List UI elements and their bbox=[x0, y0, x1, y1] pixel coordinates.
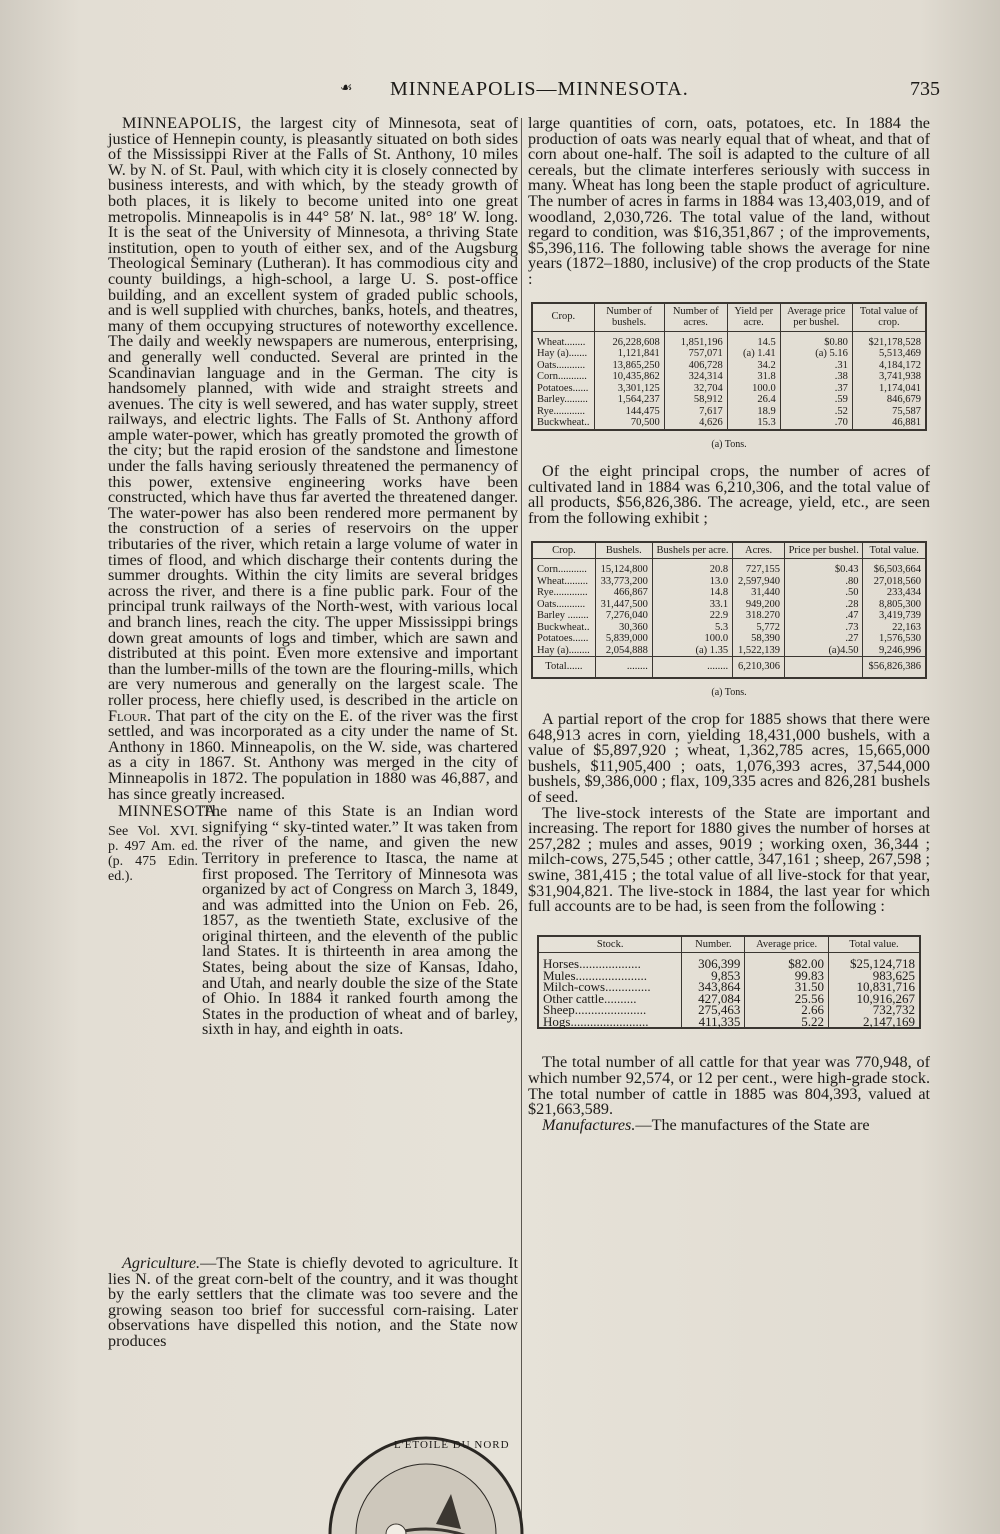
table2-note: (a) Tons. bbox=[711, 686, 747, 698]
crop-row bbox=[532, 360, 926, 372]
table-cell: Corn........... bbox=[532, 559, 595, 576]
crop-1885-paragraph: A partial report of the crop for 1885 shows that there were 648,913 acres in corn, yielding 18,431,000 bushels, with a value of $5,897,920 ; wheat, 1,362,785 acres, 15,665,000 bushels, $11,905,400 ; oats, 1,076,393 acres, 37,544,000 bushels, $9,386,000 ; flax, 109,335 acres and 826,281 bushels of seed. bbox=[528, 710, 930, 807]
table-cell: 34.2 bbox=[727, 360, 780, 372]
table-cell: (a)4.50 bbox=[784, 645, 863, 657]
minnesota-headword: MINNESOTA. bbox=[118, 802, 222, 821]
column-header: Bushels per acre. bbox=[652, 542, 732, 559]
table-cell: 9,246,996 bbox=[863, 645, 926, 657]
column-header: Bushels. bbox=[595, 542, 652, 559]
table-cell: .73 bbox=[784, 622, 863, 634]
total-cell bbox=[784, 657, 863, 678]
total-cell: $56,826,386 bbox=[863, 657, 926, 678]
table-cell: 411,335 bbox=[682, 1016, 745, 1029]
printer-mark-icon: ☙ bbox=[340, 81, 353, 96]
header-row bbox=[532, 542, 926, 559]
crop-averages-table bbox=[531, 302, 927, 431]
table-cell: 1,174,041 bbox=[852, 383, 926, 395]
table-cell: 22.9 bbox=[652, 610, 732, 622]
table-cell: Mules...................... bbox=[538, 970, 682, 982]
crop-row bbox=[532, 371, 926, 383]
column-header: Acres. bbox=[733, 542, 785, 559]
column-header: Average price. bbox=[745, 936, 829, 953]
crop-row bbox=[532, 394, 926, 406]
column-header: Average price per bushel. bbox=[780, 303, 852, 332]
table-cell: Oats........... bbox=[532, 599, 595, 611]
table-cell: 1,564,237 bbox=[594, 394, 664, 406]
table-cell: 324,314 bbox=[664, 371, 727, 383]
table-cell: 8,805,300 bbox=[863, 599, 926, 611]
table-cell: 33,773,200 bbox=[595, 576, 652, 588]
crop-row bbox=[532, 331, 926, 348]
table-cell: 3,419,739 bbox=[863, 610, 926, 622]
table-cell: .59 bbox=[780, 394, 852, 406]
table-cell: 727,155 bbox=[733, 559, 785, 576]
table-cell: .27 bbox=[784, 633, 863, 645]
running-header bbox=[100, 78, 940, 104]
table-cell: $21,178,528 bbox=[852, 331, 926, 348]
table-cell: Barley ........ bbox=[532, 610, 595, 622]
table-cell: 343,864 bbox=[682, 981, 745, 993]
table-cell: .38 bbox=[780, 371, 852, 383]
table-cell: 46,881 bbox=[852, 417, 926, 430]
table-cell: 15,124,800 bbox=[595, 559, 652, 576]
table-cell: 1,576,530 bbox=[863, 633, 926, 645]
agriculture-body: —The State is chiefly devoted to agriculture. It lies N. of the great corn-belt of the country, and it was thought by the early settlers that the climate was too severe and the growing season too brief for successful corn-raising. Later observations have dispelled this notion, and the State now produces bbox=[108, 1254, 518, 1350]
stock-row bbox=[538, 1016, 920, 1029]
table-cell: 14.8 bbox=[652, 587, 732, 599]
table-cell: 13,865,250 bbox=[594, 360, 664, 372]
crop-acreage-table bbox=[531, 541, 927, 679]
table-cell: $25,124,718 bbox=[828, 953, 920, 970]
minnesota-body: The name of this State is an Indian word signifying “ sky-tinted water.” It was taken from the river of the name, and given the new Territory in preference to Itasca, the name at first proposed. The Territory of Minnesota was organized by act of Congress on March 3, 1849, and was admitted into the Union on Feb. 26, 1857, as the twentieth State, exclusive of the original thirteen, and the eleventh of the public land States. It is thirteenth in area among the States, being about the size of Kansas, Idaho, and Utah, and nearly double the size of the State of Ohio. In 1884 it ranked fourth among the States in the production of wheat and of barley, sixth in hay, and eighth in oats. bbox=[202, 802, 518, 1039]
table-cell: .47 bbox=[784, 610, 863, 622]
table-cell: 5,839,000 bbox=[595, 633, 652, 645]
table-cell: .52 bbox=[780, 406, 852, 418]
table-cell: 4,626 bbox=[664, 417, 727, 430]
table-cell: 10,435,862 bbox=[594, 371, 664, 383]
table-cell: 99.83 bbox=[745, 970, 829, 982]
column-header: Yield per acre. bbox=[727, 303, 780, 332]
column-header: Crop. bbox=[532, 303, 594, 332]
table-cell: Corn........... bbox=[532, 371, 594, 383]
table-cell: .31 bbox=[780, 360, 852, 372]
table-cell: 10,831,716 bbox=[828, 981, 920, 993]
crop-row bbox=[532, 622, 926, 634]
table-cell: 100.0 bbox=[727, 383, 780, 395]
column-header: Crop. bbox=[532, 542, 595, 559]
table-cell: 27,018,560 bbox=[863, 576, 926, 588]
table-cell: 275,463 bbox=[682, 1004, 745, 1016]
table-cell: Hay (a)........ bbox=[532, 645, 595, 657]
table-cell: Milch-cows.............. bbox=[538, 981, 682, 993]
agriculture-section bbox=[108, 1256, 518, 1350]
table-cell: 3,301,125 bbox=[594, 383, 664, 395]
crop-row bbox=[532, 406, 926, 418]
table-cell: 406,728 bbox=[664, 360, 727, 372]
total-row bbox=[532, 657, 926, 678]
table-cell: Horses................... bbox=[538, 953, 682, 970]
table-cell: $6,503,664 bbox=[863, 559, 926, 576]
table-cell: (a) 1.35 bbox=[652, 645, 732, 657]
header-row bbox=[538, 936, 920, 953]
table-cell: 18.9 bbox=[727, 406, 780, 418]
table-cell: (a) 5.16 bbox=[780, 348, 852, 360]
table-cell: Wheat......... bbox=[532, 576, 595, 588]
table-cell: (a) 1.41 bbox=[727, 348, 780, 360]
table-cell: 7,617 bbox=[664, 406, 727, 418]
livestock-table bbox=[537, 935, 921, 1030]
table-cell: 13.0 bbox=[652, 576, 732, 588]
total-cell: 6,210,306 bbox=[733, 657, 785, 678]
table-cell: 31.50 bbox=[745, 981, 829, 993]
livestock-paragraph: The live-stock interests of the State are important and increasing. The report for 1880 gives the number of horses at 257,282 ; mules and asses, 9019 ; working oxen, 36,344 ; milch-cows, 275,545 ; other cattle, 347,161 ; sheep, 267,598 ; swine, 381,415 ; the total value of all live-stock for that year, $31,904,821. The live-stock in 1884, the last year for which full accounts are to be had, is seen from the following : bbox=[528, 803, 930, 916]
manufactures-heading: Manufactures. bbox=[542, 1115, 636, 1134]
minneapolis-headword: MINNEAPOLIS, bbox=[122, 114, 242, 132]
table-cell: 144,475 bbox=[594, 406, 664, 418]
table-cell: $0.43 bbox=[784, 559, 863, 576]
table-cell: 33.1 bbox=[652, 599, 732, 611]
column-divider bbox=[521, 118, 522, 1518]
table-cell: 2,147,169 bbox=[828, 1016, 920, 1029]
flour-cross-reference: Flour. bbox=[108, 706, 151, 725]
table-cell: 10,916,267 bbox=[828, 993, 920, 1005]
table-cell: Hogs........................ bbox=[538, 1016, 682, 1029]
table-cell: 306,399 bbox=[682, 953, 745, 970]
sidenote-reference: See Vol. XVI. p. 497 Am. ed. (p. 475 Edin. ed.). bbox=[108, 824, 198, 885]
manufactures-body: —The manufactures of the State are bbox=[635, 1115, 870, 1134]
agriculture-paragraph bbox=[108, 1256, 518, 1350]
table-cell: 7,276,040 bbox=[595, 610, 652, 622]
total-cell: ........ bbox=[652, 657, 732, 678]
crop-row bbox=[532, 599, 926, 611]
table1-note: (a) Tons. bbox=[711, 438, 747, 450]
acreage-paragraph: Of the eight principal crops, the number of acres of cultivated land in 1884 was 6,210,306, and the total value of all products, $56,826,386. The acreage, yield, etc., are seen from the following exhibit ; bbox=[528, 462, 930, 527]
table-cell: 949,200 bbox=[733, 599, 785, 611]
column-header: Total value. bbox=[828, 936, 920, 953]
table-cell: 14.5 bbox=[727, 331, 780, 348]
table-cell: 2.66 bbox=[745, 1004, 829, 1016]
table-cell: 25.56 bbox=[745, 993, 829, 1005]
table-cell: 2,597,940 bbox=[733, 576, 785, 588]
crop-row bbox=[532, 610, 926, 622]
table-cell: 1,851,196 bbox=[664, 331, 727, 348]
column-header: Stock. bbox=[538, 936, 682, 953]
table-cell: 983,625 bbox=[828, 970, 920, 982]
table-cell: .37 bbox=[780, 383, 852, 395]
table-cell: Buckwheat.. bbox=[532, 417, 594, 430]
column-header: Price per bushel. bbox=[784, 542, 863, 559]
table-cell: Wheat........ bbox=[532, 331, 594, 348]
table-cell: 318.270 bbox=[733, 610, 785, 622]
table-cell: 9,853 bbox=[682, 970, 745, 982]
table-cell: Potatoes...... bbox=[532, 383, 594, 395]
manufactures-paragraph bbox=[528, 1115, 930, 1134]
crops-intro-paragraph: large quantities of corn, oats, potatoes, etc. In 1884 the production of oats was nearly equal that of wheat, and that of corn about one-half. The soil is adapted to the culture of all cereals, but the climate interferes seriously with success in many. Wheat has long been the staple product of agriculture. The number of acres in farms in 1884 was 13,403,019, and of woodland, 2,030,726. The total value of the land, without regard to condition, was $16,351,867 ; of the improvements, $5,396,116. The following table shows the average for nine years (1872–1880, inclusive) of the crop products of the State : bbox=[528, 114, 930, 288]
table-cell: 3,741,938 bbox=[852, 371, 926, 383]
table-cell: .80 bbox=[784, 576, 863, 588]
table-cell: 26,228,608 bbox=[594, 331, 664, 348]
column-header: Number. bbox=[682, 936, 745, 953]
crop-row bbox=[532, 633, 926, 645]
minneapolis-body: the largest city of Minnesota, seat of justice of Hennepin county, is pleasantly situated on both sides of the Mississippi River at the Falls of St. Anthony, 10 miles W. by N. of St. Paul, with which city it is closely connected by business interests, and with which, by the steady growth of both places, it is likely to become united into one great metropolis. Minneapolis is in 44° 58′ N. lat., 98° 18′ W. long. It is the seat of the University of Minnesota, a thriving State institution, open to youth of either sex, and of the Augsburg Theological Seminary (Lutheran). It has commodious city and county buildings, a high-school, a large U. S. post-office building, and an excellent system of graded public schools, and is well supplied with churches, banks, hotels, and theatres, many of them occupying structures of noteworthy excellence. The daily and weekly newspapers are numerous, enterprising, and generally well conducted. Several are printed in the Scandinavian language and in the German. The city is handsomely planned, with wide and straight streets and avenues. The city is well sewered, and has water supply, street railways, and electric lights. The Falls of St. Anthony afford ample water-power, which has greatly promoted the growth of the city; but the rapid erosion of the sandstone and limestone under the falls having seriously threatened the permanency of this power, extensive engineering works have been constructed, which have thus far averted the threatened danger. The water-power has also been rendered more permanent by the construction of a series of reservoirs on the upper tributaries of the river, which retain a large volume of water in times of flood, and which discharge their contents during the summer droughts. Within the city limits are several bridges across the river, and there is a fine public park. Four of the principal trunk railways of the North-west, with various local and branch lines, reach the city. The upper Mississippi brings down great amounts of logs and timber, which are sawn and distributed at this point. Even more extensive and important than the lumber-mills of the town are the flouring-mills, which are very numerous and generally on the largest scale. The roller process, here chiefly used, is described in the article on bbox=[108, 114, 518, 709]
table-cell: 70,500 bbox=[594, 417, 664, 430]
table-cell: Barley......... bbox=[532, 394, 594, 406]
crop-row bbox=[532, 383, 926, 395]
column-header: Number of bushels. bbox=[594, 303, 664, 332]
table-cell: 846,679 bbox=[852, 394, 926, 406]
minneapolis-body-2: That part of the city on the E. of the river was the first settled, and was incorporated as a city under the name of St. Anthony in 1860. Minneapolis, on the W. side, was chartered as a city in 1867. St. Anthony was merged in the city of Minneapolis in 1872. The population in 1880 was 46,887, and has since greatly increased. bbox=[108, 706, 518, 803]
header-row bbox=[532, 303, 926, 332]
total-cell: Total...... bbox=[532, 657, 595, 678]
table-cell: $0.80 bbox=[780, 331, 852, 348]
seal-motto: L'ETOILE DU NORD bbox=[394, 1439, 510, 1451]
table-cell: 5.22 bbox=[745, 1016, 829, 1029]
table-cell: 32,704 bbox=[664, 383, 727, 395]
table-cell: 5,772 bbox=[733, 622, 785, 634]
table-cell: .50 bbox=[784, 587, 863, 599]
table-cell: 2,054,888 bbox=[595, 645, 652, 657]
table-cell: 5.3 bbox=[652, 622, 732, 634]
table-cell: 233,434 bbox=[863, 587, 926, 599]
total-cell: ........ bbox=[595, 657, 652, 678]
table-cell: 31,440 bbox=[733, 587, 785, 599]
table-cell: .70 bbox=[780, 417, 852, 430]
column-header: Total value. bbox=[863, 542, 926, 559]
minneapolis-article bbox=[108, 116, 518, 802]
crop-row bbox=[532, 587, 926, 599]
table-cell: 757,071 bbox=[664, 348, 727, 360]
table-cell: Sheep...................... bbox=[538, 1004, 682, 1016]
minnesota-section bbox=[108, 804, 518, 1124]
crop-row bbox=[532, 645, 926, 657]
table-cell: Potatoes...... bbox=[532, 633, 595, 645]
column-header: Total value of crop. bbox=[852, 303, 926, 332]
table-cell: Other cattle.......... bbox=[538, 993, 682, 1005]
table-cell: 31,447,500 bbox=[595, 599, 652, 611]
page-title: MINNEAPOLIS—MINNESOTA. bbox=[390, 78, 689, 100]
table-cell: 4,184,172 bbox=[852, 360, 926, 372]
table-cell: 1,121,841 bbox=[594, 348, 664, 360]
crop-row bbox=[532, 417, 926, 430]
column-header: Number of acres. bbox=[664, 303, 727, 332]
table-cell: 58,390 bbox=[733, 633, 785, 645]
table-cell: 15.3 bbox=[727, 417, 780, 430]
table-cell: 58,912 bbox=[664, 394, 727, 406]
table-cell: 732,732 bbox=[828, 1004, 920, 1016]
table-cell: 427,084 bbox=[682, 993, 745, 1005]
table-cell: Hay (a)....... bbox=[532, 348, 594, 360]
table-cell: 20.8 bbox=[652, 559, 732, 576]
table-cell: 466,867 bbox=[595, 587, 652, 599]
page-number: 735 bbox=[910, 78, 940, 100]
right-column bbox=[528, 116, 930, 1133]
agriculture-heading: Agriculture. bbox=[122, 1254, 201, 1272]
cattle-paragraph: The total number of all cattle for that year was 770,948, of which number 92,574, or 12 per cent., were high-grade stock. The total number of cattle in 1885 was 804,393, valued at $21,663,589. bbox=[528, 1053, 930, 1119]
table-cell: 22,163 bbox=[863, 622, 926, 634]
crop-row bbox=[532, 576, 926, 588]
table-cell: 100.0 bbox=[652, 633, 732, 645]
minnesota-body-wrap bbox=[202, 804, 518, 1038]
table-cell: 26.4 bbox=[727, 394, 780, 406]
table-cell: 5,513,469 bbox=[852, 348, 926, 360]
table-cell: 1,522,139 bbox=[733, 645, 785, 657]
table-cell: Rye............ bbox=[532, 406, 594, 418]
table-cell: .28 bbox=[784, 599, 863, 611]
crop-row bbox=[532, 559, 926, 576]
table-cell: Rye............. bbox=[532, 587, 595, 599]
crop-row bbox=[532, 348, 926, 360]
table-cell: 31.8 bbox=[727, 371, 780, 383]
table-cell: Oats........... bbox=[532, 360, 594, 372]
table-cell: 75,587 bbox=[852, 406, 926, 418]
table-cell: 30,360 bbox=[595, 622, 652, 634]
table-cell: Buckwheat.. bbox=[532, 622, 595, 634]
table-cell: $82.00 bbox=[745, 953, 829, 970]
